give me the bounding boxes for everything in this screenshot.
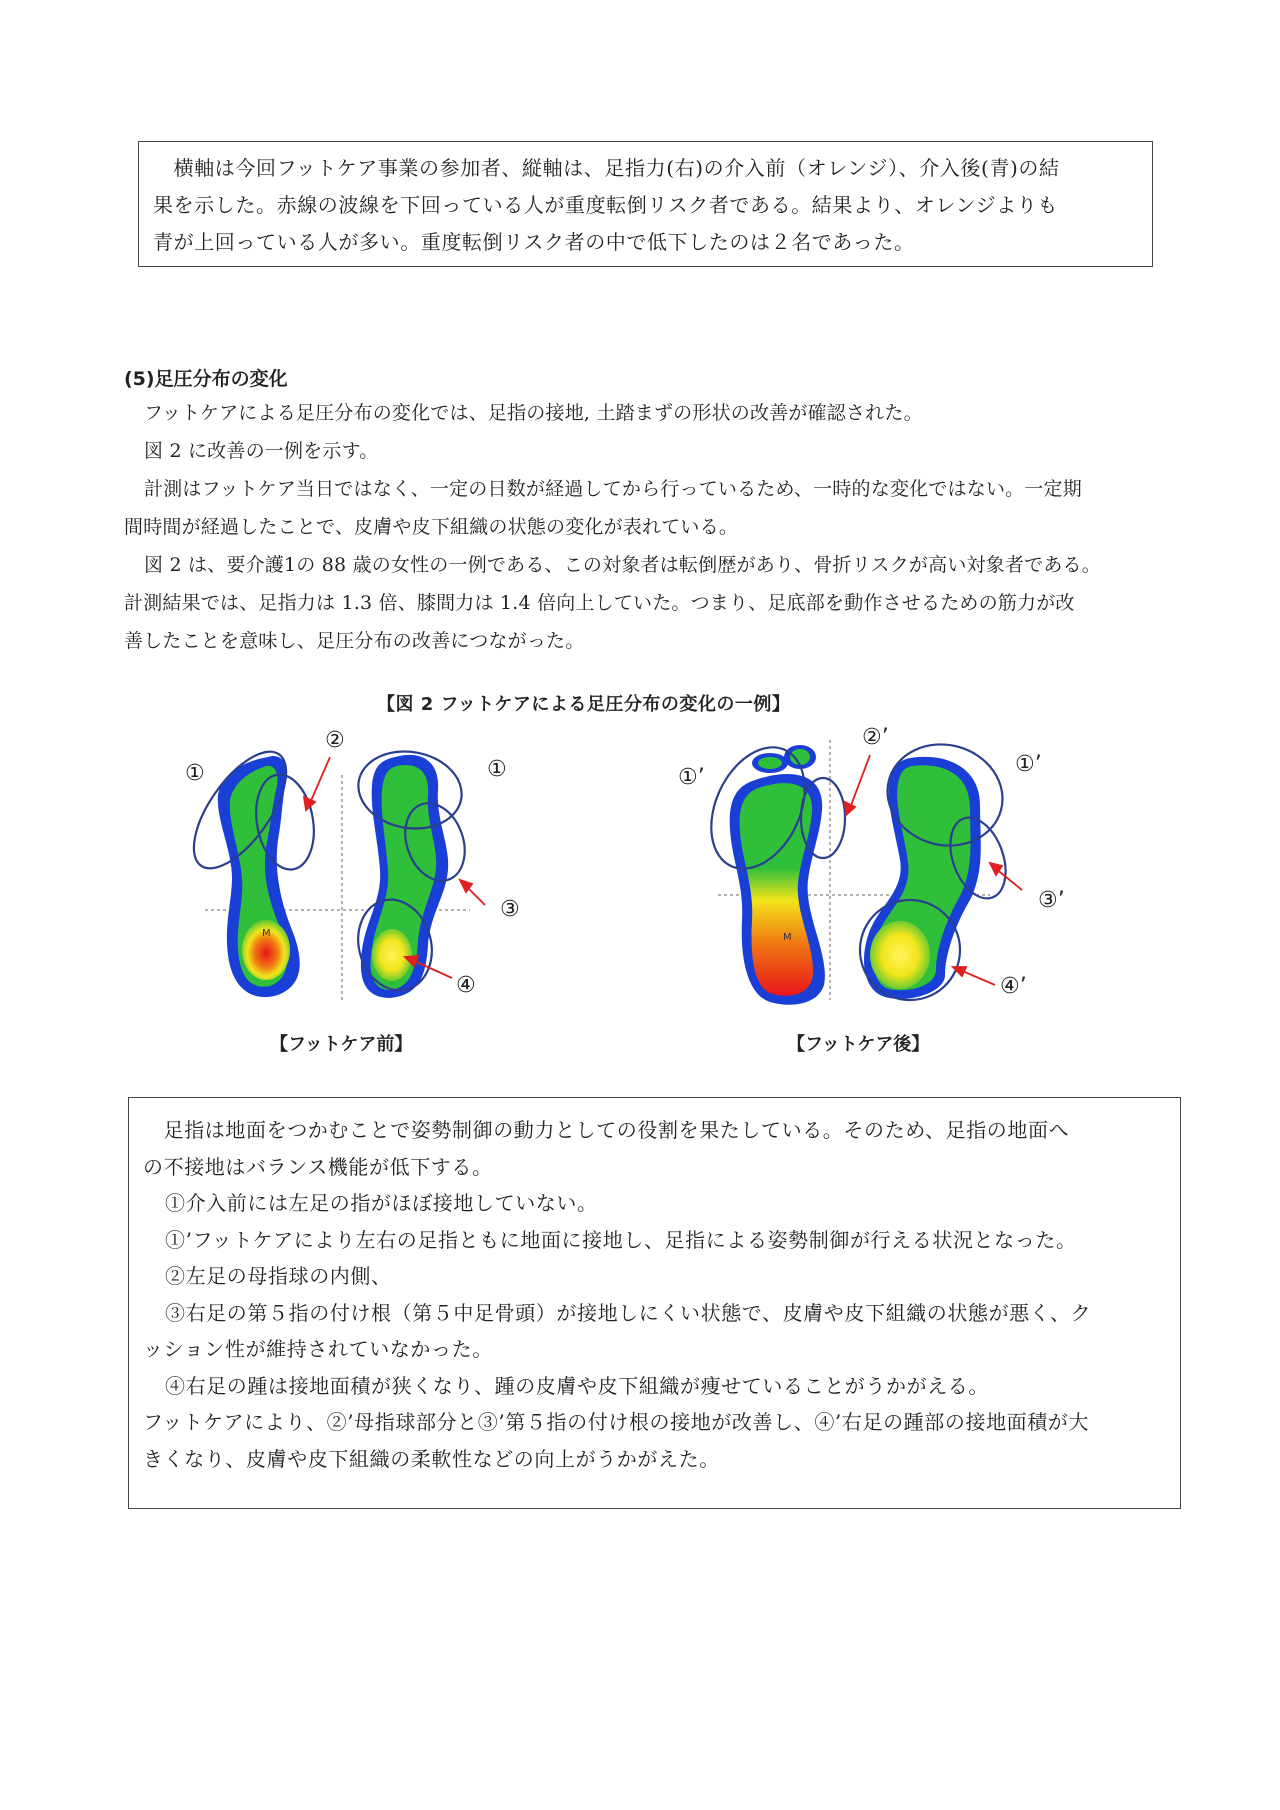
marker-1: ① — [487, 757, 507, 782]
before-right-foot — [361, 755, 448, 998]
after-label: 【フットケア後】 — [787, 1034, 930, 1055]
heel-mark: M — [262, 928, 271, 939]
summary-line: 果を示した。赤線の波線を下回っている人が重度転倒リスク者である。結果より、オレンジよりも — [153, 193, 1058, 217]
explanation-line: 足指は地面をつかむことで姿勢制御の動力としての役割を果たしている。そのため、足指の地面へ — [143, 1118, 1070, 1142]
explanation-line: の不接地はバランス機能が低下する。 — [143, 1154, 493, 1179]
explanation-line: ②左足の母指球の内側、 — [165, 1264, 392, 1288]
summary-box — [138, 141, 1153, 267]
summary-line: 横軸は今回フットケア事業の参加者、縦軸は、足指力(右)の介入前（オレンジ）、介入後(青)の結 — [153, 156, 1060, 180]
arrowhead — [845, 802, 855, 815]
before-label: 【フットケア前】 — [270, 1034, 413, 1055]
marker-1-prime: ①’ — [678, 765, 705, 790]
explanation-box — [128, 1097, 1181, 1509]
body-line: 計測はフットケア当日ではなく、一定の日数が経過してから行っているため、一時的な変化ではない。一定期 — [144, 478, 1082, 500]
summary-line: 青が上回っている人が多い。重度転倒リスク者の中で低下したのは２名であった。 — [153, 230, 915, 254]
explanation-line: ③右足の第５指の付け根（第５中足骨頭）が接地しにくい状態で、皮膚や皮下組織の状態が悪く、ク — [165, 1300, 1092, 1325]
body-line: 図 2 は、要介護1の 88 歳の女性の一例である、この対象者は転倒歴があり、骨折リスクが高い対象者である。 — [144, 554, 1101, 576]
arrow-line — [310, 757, 330, 803]
marker-2: ② — [325, 728, 345, 753]
section-heading: (5)足圧分布の変化 — [124, 368, 288, 390]
body-line: 間時間が経過したことで、皮膚や皮下組織の状態の変化が表れている。 — [124, 516, 739, 538]
heel-mark: M — [783, 932, 792, 943]
arrowhead — [304, 797, 315, 810]
marker-4-prime: ④’ — [1000, 974, 1027, 999]
explanation-line: ①’フットケアにより左右の足指ともに地面に接地し、足指による姿勢制御が行える状況となった。 — [165, 1227, 1077, 1252]
body-line: 善したことを意味し、足圧分布の改善につながった。 — [124, 630, 585, 652]
body-line: 図 2 に改善の一例を示す。 — [144, 440, 379, 462]
marker-1-prime: ①’ — [1015, 752, 1042, 777]
marker-2-prime: ②’ — [862, 725, 889, 750]
explanation-line: ④右足の踵は接地面積が狭くなり、踵の皮膚や皮下組織が痩せていることがうかがえる。 — [165, 1373, 989, 1398]
explanation-line: ①介入前には左足の指がほぼ接地していない。 — [165, 1191, 598, 1215]
marker-1: ① — [185, 761, 205, 786]
explanation-line: ッション性が維持されていなかった。 — [143, 1337, 493, 1361]
arrow-line — [960, 970, 995, 985]
marker-4: ④ — [456, 973, 476, 998]
figure-caption: 【図 2 フットケアによる足圧分布の変化の一例】 — [377, 694, 791, 715]
body-line: 計測結果では、足指力は 1.3 倍、膝間力は 1.4 倍向上していた。つまり、足底部を動作させるための筋力が改 — [124, 592, 1075, 614]
marker-3-prime: ③’ — [1038, 888, 1065, 913]
explanation-line: フットケアにより、②’母指球部分と③’第５指の付け根の接地が改善し、④’右足の踵部の接地面積が大 — [143, 1410, 1090, 1434]
after-right-foot — [864, 757, 981, 999]
marker-3: ③ — [500, 897, 520, 922]
explanation-line: きくなり、皮膚や皮下組織の柔軟性などの向上がうかがえた。 — [143, 1446, 720, 1471]
body-line: フットケアによる足圧分布の変化では、足指の接地, 土踏まずの形状の改善が確認された。 — [144, 402, 923, 424]
arrow-line — [850, 755, 870, 808]
foot-pressure-figure — [0, 720, 1280, 1030]
